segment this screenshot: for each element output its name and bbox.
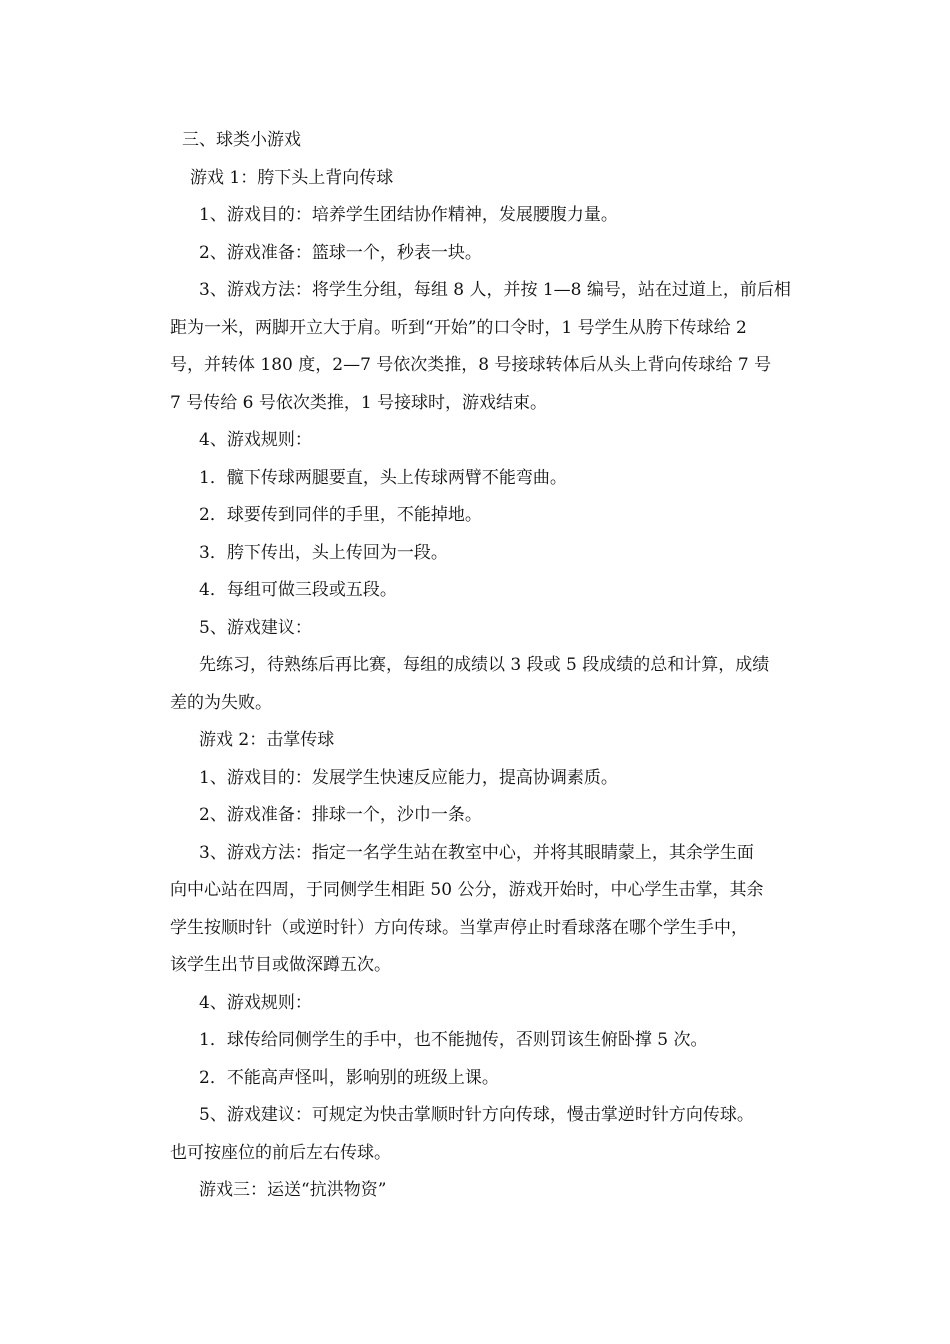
game2-method-line: 3、游戏方法：指定一名学生站在教室中心，并将其眼睛蒙上，其余学生面	[199, 842, 754, 863]
game1-method-line: 号，并转体 180 度，2—7 号依次类推，8 号接球转体后从头上背向传球给 7 号	[170, 355, 772, 375]
game1-method-line: 3、游戏方法：将学生分组，每组 8 人，并按 1—8 编号，站在过道上，前后相	[199, 280, 791, 300]
game2-method-line: 该学生出节目或做深蹲五次。	[170, 955, 391, 975]
game2-method-line: 向中心站在四周，于同侧学生相距 50 公分，游戏开始时，中心学生击掌，其余	[170, 880, 764, 900]
game1-method	[170, 272, 810, 422]
game1-method-line: 7 号传给 6 号依次类推，1 号接球时，游戏结束。	[170, 392, 548, 413]
game1-rule-item: 1．髋下传球两腿要直，头上传球两臂不能弯曲。	[199, 467, 567, 488]
game2-suggestion	[170, 1097, 810, 1172]
game1-rule-item: 2．球要传到同伴的手里，不能掉地。	[199, 505, 482, 525]
game1-rules-heading: 4、游戏规则：	[199, 430, 312, 450]
game2-rules-heading: 4、游戏规则：	[199, 992, 312, 1013]
game1-preparation: 2、游戏准备：篮球一个，秒表一块。	[199, 242, 482, 263]
game2-title: 游戏 2：击掌传球	[199, 730, 335, 750]
game1-suggestion-line: 先练习，待熟练后再比赛，每组的成绩以 3 段或 5 段成绩的总和计算，成绩	[199, 655, 770, 675]
game2-preparation: 2、游戏准备：排球一个，沙巾一条。	[199, 805, 482, 825]
game1-title: 游戏 1：胯下头上背向传球	[190, 167, 394, 188]
game2-rule-item: 1．球传给同侧学生的手中，也不能抛传，否则罚该生俯卧撑 5 次。	[199, 1030, 708, 1050]
document-body	[170, 122, 810, 1210]
game1-purpose: 1、游戏目的：培养学生团结协作精神，发展腰腹力量。	[199, 205, 618, 225]
game1-suggestion	[170, 647, 810, 722]
game1-method-line: 距为一米，两脚开立大于肩。听到“开始”的口令时，1 号学生从胯下传球给 2	[170, 317, 747, 338]
game3-title: 游戏三：运送“抗洪物资”	[199, 1180, 387, 1200]
game1-suggestion-line: 差的为失败。	[170, 692, 272, 713]
game2-suggestion-line: 也可按座位的前后左右传球。	[170, 1142, 391, 1163]
game2-method	[170, 835, 810, 985]
game2-purpose: 1、游戏目的：发展学生快速反应能力，提高协调素质。	[199, 767, 618, 788]
game2-method-line: 学生按顺时针（或逆时针）方向传球。当掌声停止时看球落在哪个学生手中，	[170, 917, 748, 938]
game1-suggestion-heading: 5、游戏建议：	[199, 617, 312, 638]
game1-rule-item: 4．每组可做三段或五段。	[199, 580, 397, 600]
game1-rule-item: 3．胯下传出，头上传回为一段。	[199, 542, 448, 563]
section-title: 三、球类小游戏	[182, 130, 301, 150]
game2-rule-item: 2．不能高声怪叫，影响别的班级上课。	[199, 1067, 499, 1088]
game2-suggestion-line: 5、游戏建议：可规定为快击掌顺时针方向传球，慢击掌逆时针方向传球。	[199, 1105, 754, 1125]
